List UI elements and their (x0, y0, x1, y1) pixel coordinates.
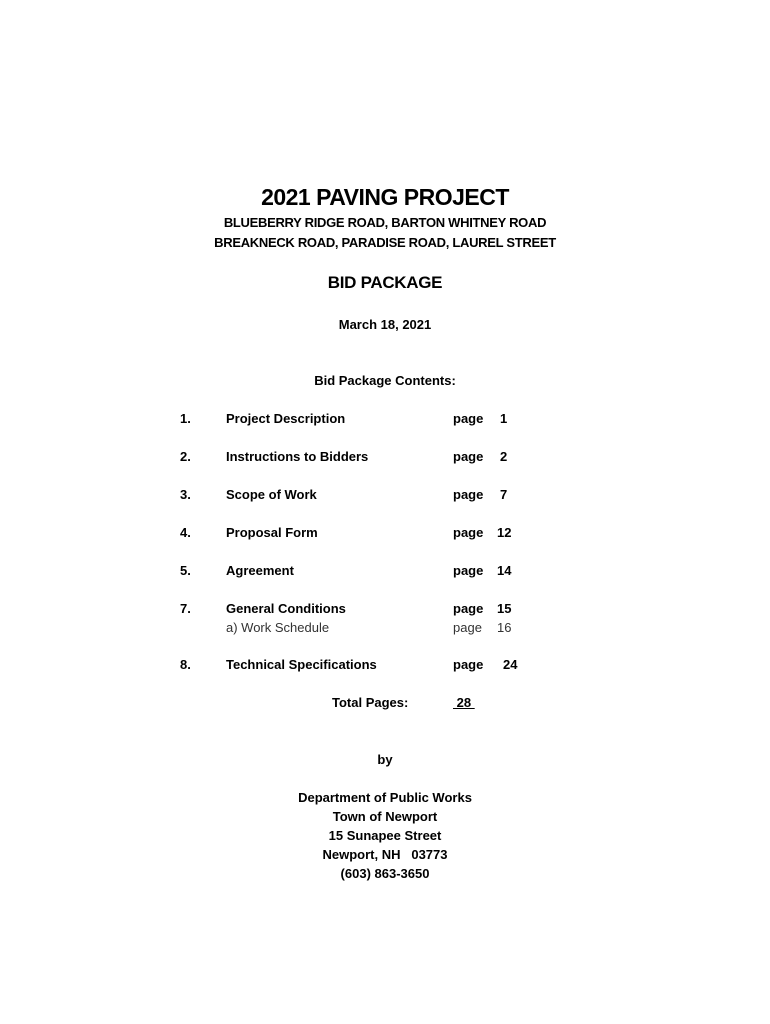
toc-title: Technical Specifications (226, 657, 377, 672)
by-label: by (377, 752, 393, 767)
toc-page-label: page (453, 563, 484, 578)
roads-line-1: BLUEBERRY RIDGE ROAD, BARTON WHITNEY ROAD (223, 215, 547, 230)
document-title: 2021 PAVING PROJECT (261, 184, 509, 210)
toc-page-number: 16 (497, 620, 512, 635)
toc-subtitle: a) Work Schedule (226, 620, 330, 635)
toc-page-number: 15 (497, 601, 512, 616)
toc-number: 1. (180, 411, 191, 426)
city-state-zip: Newport, NH 03773 (322, 847, 448, 862)
toc-number: 3. (180, 487, 191, 502)
toc-page-label: page (453, 525, 484, 540)
toc-number: 4. (180, 525, 191, 540)
toc-page-number: 2 (500, 449, 508, 464)
toc-page-label: page (453, 411, 484, 426)
phone-number: (603) 863-3650 (340, 866, 430, 881)
toc-number: 8. (180, 657, 191, 672)
toc-page-label: page (453, 601, 484, 616)
toc-title: Project Description (226, 411, 346, 426)
toc-number: 2. (180, 449, 191, 464)
toc-page-label: page (453, 449, 484, 464)
toc-title: General Conditions (226, 601, 346, 616)
toc-page-label: page (453, 487, 484, 502)
toc-page-label: page (453, 657, 484, 672)
toc-number: 7. (180, 601, 191, 616)
toc-title: Agreement (226, 563, 294, 578)
toc-number: 5. (180, 563, 191, 578)
street-address: 15 Sunapee Street (328, 828, 442, 843)
roads-line-2: BREAKNECK ROAD, PARADISE ROAD, LAUREL STREET (214, 235, 556, 250)
toc-page-number: 14 (497, 563, 512, 578)
department-name: Department of Public Works (298, 790, 472, 805)
document-date: March 18, 2021 (338, 317, 432, 332)
toc-title: Scope of Work (226, 487, 317, 502)
toc-page-number: 24 (503, 657, 518, 672)
toc-page-number: 12 (497, 525, 512, 540)
toc-page-label: page (453, 620, 482, 635)
bid-package-heading: BID PACKAGE (327, 273, 443, 292)
town-name: Town of Newport (332, 809, 438, 824)
toc-page-number: 1 (500, 411, 508, 426)
total-pages-label: Total Pages: (332, 695, 409, 710)
toc-page-number: 7 (500, 487, 508, 502)
toc-title: Proposal Form (226, 525, 318, 540)
contents-header: Bid Package Contents: (314, 373, 456, 388)
total-pages-value: 28 (453, 695, 475, 710)
toc-title: Instructions to Bidders (226, 449, 369, 464)
